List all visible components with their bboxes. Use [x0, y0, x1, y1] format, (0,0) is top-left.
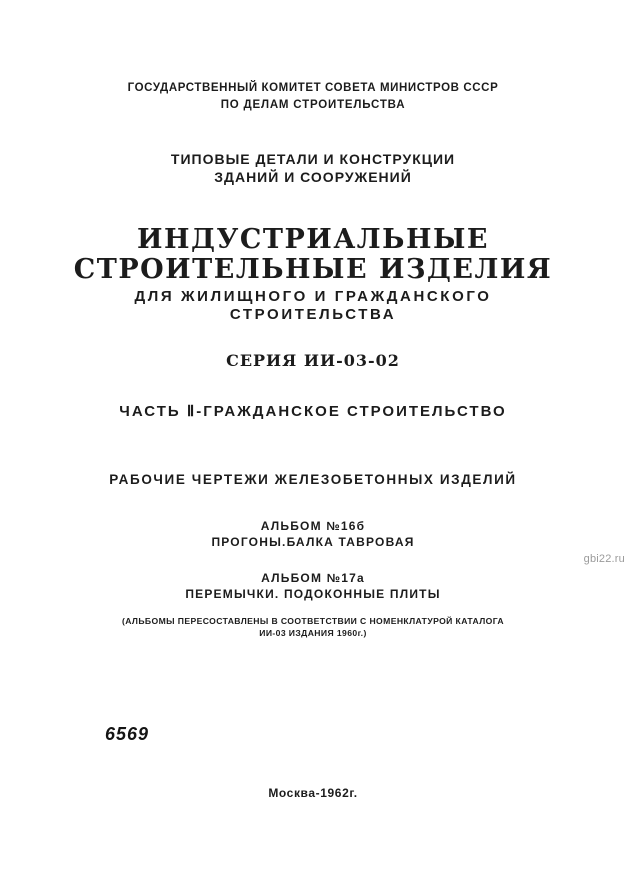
- org-header-line1: ГОСУДАРСТВЕННЫЙ КОМИТЕТ СОВЕТА МИНИСТРОВ СССР: [127, 82, 499, 94]
- org-header-line2: ПО ДЕЛАМ СТРОИТЕЛЬСТВА: [220, 99, 406, 111]
- revision-note-line1: (АЛЬБОМЫ ПЕРЕСОСТАВЛЕНЫ В СООТВЕТСТВИИ С НОМЕНКЛАТУРОЙ КАТАЛОГА: [121, 616, 505, 626]
- subtitle-line2: СТРОИТЕЛЬСТВА: [229, 306, 397, 323]
- album2-number: АЛЬБОМ №17а: [261, 571, 365, 585]
- album1-number: АЛЬБОМ №16б: [260, 519, 366, 533]
- album1-contents: ПРОГОНЫ.БАЛКА ТАВРОВАЯ: [211, 535, 415, 549]
- album2-contents: ПЕРЕМЫЧКИ. ПОДОКОННЫЕ ПЛИТЫ: [185, 587, 441, 601]
- subtitle-line1: ДЛЯ ЖИЛИЩНОГО И ГРАЖДАНСКОГО: [134, 288, 492, 305]
- drawings-title: РАБОЧИЕ ЧЕРТЕЖИ ЖЕЛЕЗОБЕТОННЫХ ИЗДЕЛИЙ: [109, 472, 517, 487]
- standard-header-line2: ЗДАНИЙ И СООРУЖЕНИЙ: [214, 169, 412, 185]
- main-title-line2: СТРОИТЕЛЬНЫЕ ИЗДЕЛИЯ: [73, 254, 553, 285]
- site-watermark: gbi22.ru: [583, 553, 625, 565]
- standard-header-line1: ТИПОВЫЕ ДЕТАЛИ И КОНСТРУКЦИИ: [170, 151, 456, 167]
- document-number: 6569: [105, 724, 150, 744]
- part-title: ЧАСТЬ Ⅱ-ГРАЖДАНСКОЕ СТРОИТЕЛЬСТВО: [119, 403, 507, 420]
- main-title-line1: ИНДУСТРИАЛЬНЫЕ: [136, 224, 489, 255]
- publication-place-year: Москва-1962г.: [268, 786, 358, 800]
- revision-note-line2: ИИ-03 ИЗДАНИЯ 1960г.): [259, 628, 367, 638]
- series-designation: СЕРИЯ ИИ-03-02: [226, 351, 400, 370]
